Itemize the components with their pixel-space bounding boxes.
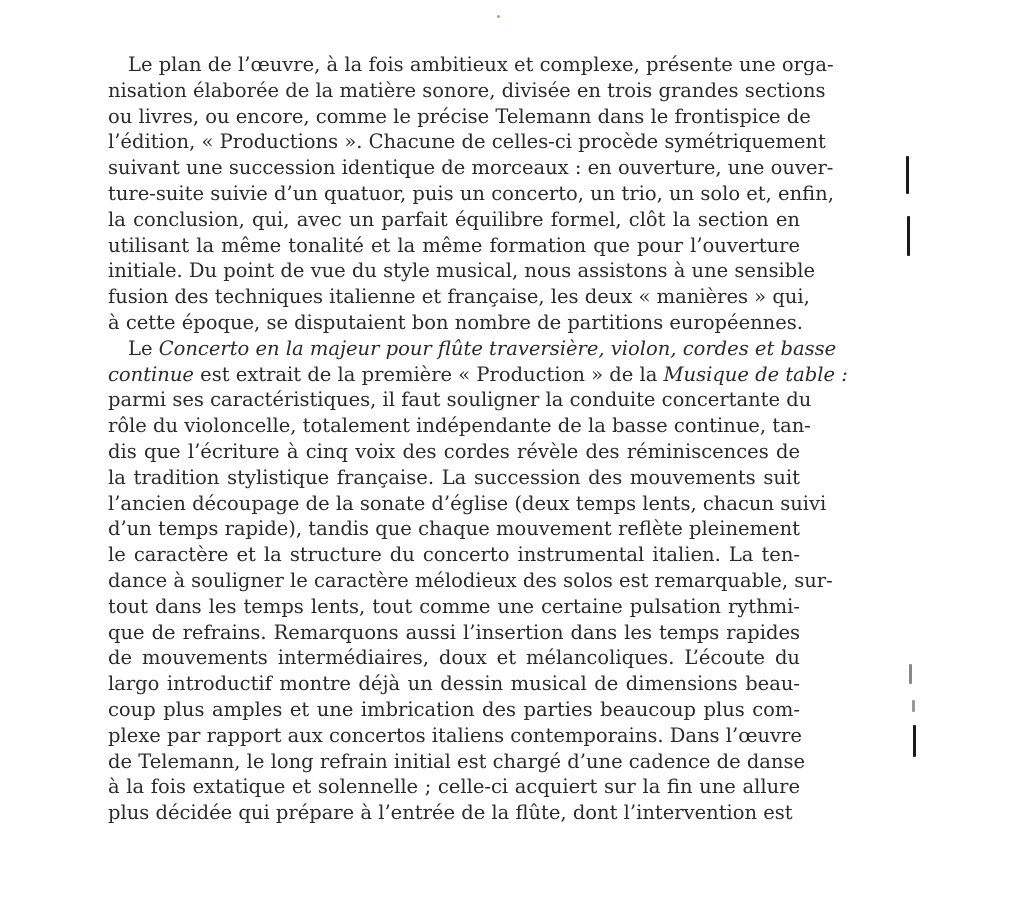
text-line — [108, 258, 816, 284]
text-segment: tout dans les temps lents, tout comme une certaine pulsation rythmi- — [108, 594, 800, 618]
text-segment: Le plan de l’œuvre, à la fois ambitieux et complexe, présente une orga- — [128, 53, 834, 76]
text-line — [108, 671, 800, 697]
text-segment: dance à souligner le caractère mélodieux des solos est remarquable, sur- — [108, 568, 833, 592]
text-segment: à la fois extatique et solennelle ; celle-ci acquiert sur la fin une allure — [108, 775, 800, 799]
binding-mark — [907, 216, 910, 256]
text-line — [108, 336, 837, 362]
italic-title: Musique de table : — [663, 362, 848, 386]
text-segment: le caractère et la structure du concerto instrumental italien. La ten- — [108, 543, 800, 567]
text-segment: de Telemann, le long refrain initial est chargé d’une cadence de danse — [108, 749, 806, 773]
text-line — [108, 800, 800, 826]
text-line — [108, 594, 800, 620]
text-line — [108, 645, 800, 671]
italic-title: continue — [108, 362, 194, 386]
text-segment: parmi ses caractéristiques, il faut souligner la conduite concertante du — [108, 388, 812, 412]
text-segment: ou livres, ou encore, comme le précise Telemann dans le frontispice de — [108, 104, 811, 128]
text-line — [108, 207, 800, 233]
text-segment: de mouvements intermédiaires, doux et mélancoliques. L’écoute du — [108, 646, 800, 670]
text-line — [108, 620, 800, 646]
text-line — [108, 491, 827, 517]
text-segment: l’édition, « Productions ». Chacune de celles-ci procède symétriquement — [108, 130, 826, 154]
text-segment: la conclusion, qui, avec un parfait équilibre formel, clôt la section en — [108, 207, 800, 231]
text-line — [108, 104, 811, 130]
text-segment: utilisant la même tonalité et la même formation que pour l’ouverture — [108, 233, 800, 257]
text-line — [108, 723, 800, 749]
text-line — [108, 465, 800, 491]
text-segment: que de refrains. Remarquons aussi l’insertion dans les temps rapides — [108, 620, 800, 644]
paragraph — [108, 336, 848, 826]
speck-mark — [497, 15, 500, 18]
binding-mark — [912, 700, 915, 712]
text-line — [108, 52, 834, 78]
text-line — [108, 310, 803, 336]
text-line — [108, 542, 800, 568]
text-segment: plus décidée qui prépare à l’entrée de la flûte, dont l’intervention est — [108, 801, 793, 825]
text-segment: à cette époque, se disputaient bon nombre de partitions européennes. — [108, 310, 803, 334]
text-segment: d’un temps rapide), tandis que chaque mouvement reflète pleinement — [108, 517, 800, 541]
text-segment: la tradition stylistique française. La succession des mouvements suit — [108, 465, 800, 489]
body-text — [108, 52, 848, 826]
text-line — [108, 439, 800, 465]
italic-title: Concerto en la majeur pour flûte traversière, violon, cordes et basse — [158, 336, 837, 360]
text-segment: dis que l’écriture à cinq voix des cordes révèle des réminiscences de — [108, 439, 800, 463]
text-line — [108, 413, 811, 439]
text-line — [108, 129, 826, 155]
text-line — [108, 155, 834, 181]
text-line — [108, 233, 800, 259]
text-segment: nisation élaborée de la matière sonore, divisée en trois grandes sections — [108, 78, 826, 102]
text-segment: coup plus amples et une imbrication des parties beaucoup plus com- — [108, 697, 800, 721]
binding-mark — [906, 156, 909, 194]
text-line — [108, 387, 812, 413]
binding-mark — [913, 725, 916, 757]
text-segment: suivant une succession identique de morceaux : en ouverture, une ouver- — [108, 156, 834, 180]
text-line — [108, 774, 800, 800]
paragraph — [108, 52, 834, 336]
text-segment: est extrait de la première « Production » de la — [193, 362, 664, 386]
text-line — [108, 749, 806, 775]
text-segment: rôle du violoncelle, totalement indépendante de la basse continue, tan- — [108, 414, 811, 438]
text-line — [108, 568, 833, 594]
text-segment: Le — [128, 336, 159, 360]
text-segment: initiale. Du point de vue du style musical, nous assistons à une sensible — [108, 259, 816, 283]
text-line — [108, 516, 800, 542]
text-line — [108, 697, 800, 723]
binding-mark — [909, 664, 912, 684]
text-segment: ture-suite suivie d’un quatuor, puis un concerto, un trio, un solo et, enfin, — [108, 181, 834, 205]
text-segment: largo introductif montre déjà un dessin musical de dimensions beau- — [108, 672, 800, 696]
text-line — [108, 362, 848, 388]
text-line — [108, 78, 826, 104]
text-segment: plexe par rapport aux concertos italiens contemporains. Dans l’œuvre — [108, 723, 802, 747]
text-segment: fusion des techniques italienne et française, les deux « manières » qui, — [108, 285, 810, 309]
text-segment: l’ancien découpage de la sonate d’église (deux temps lents, chacun suivi — [108, 491, 827, 515]
text-line — [108, 181, 834, 207]
text-line — [108, 284, 810, 310]
